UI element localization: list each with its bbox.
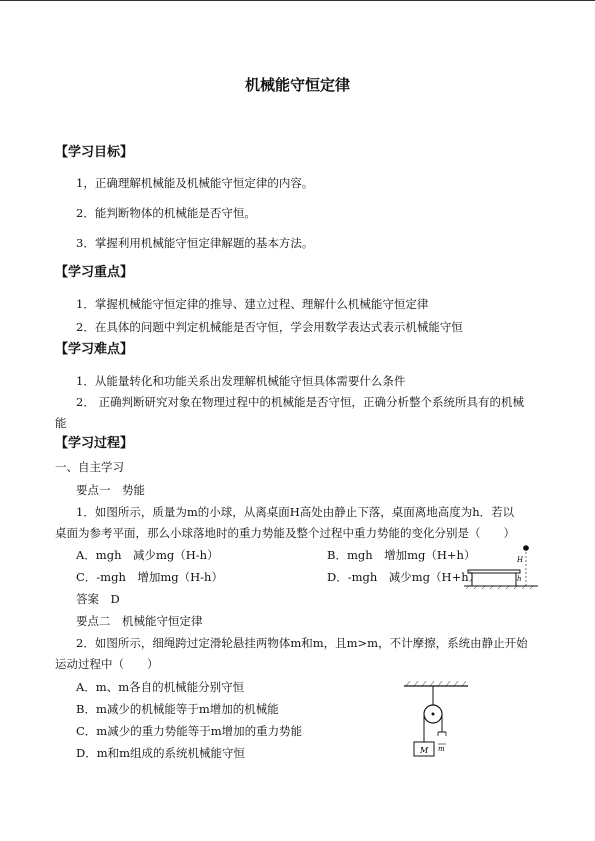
key-point-item: 1．掌握机械能守恒定律的推导、建立过程、理解什么机械能守恒定律 xyxy=(76,297,429,311)
key-points-heading: 【学习重点】 xyxy=(55,265,134,280)
question2-option-b: B．m减少的机械能等于m增加的机械能 xyxy=(76,702,279,716)
question1-option-b: B．mgh 增加mg（H+h） xyxy=(327,548,476,562)
point-two-title: 要点二 机械能守恒定律 xyxy=(76,614,203,628)
point-one-title: 要点一 势能 xyxy=(76,483,145,497)
height-label-h-lower: h xyxy=(517,575,522,583)
table-top xyxy=(468,570,520,573)
difficulty-item: 2． 正确判断研究对象在物理过程中的机械能是否守恒，正确分析整个系统所具有的机械 xyxy=(76,395,524,409)
question1-option-c: C．-mgh 增加mg（H-h） xyxy=(76,570,223,584)
key-point-item: 2．在具体的问题中判定机械能是否守恒，学会用数学表达式表示机械能守恒 xyxy=(76,320,463,334)
difficulties-heading: 【学习难点】 xyxy=(55,342,134,357)
question1-answer: 答案 D xyxy=(76,592,120,606)
question2-option-d: D．m和m组成的系统机械能守恒 xyxy=(76,746,246,760)
goal-item: 2．能判断物体的机械能是否守恒。 xyxy=(76,206,256,220)
question2-option-c: C．m减少的重力势能等于m增加的重力势能 xyxy=(76,724,303,738)
pulley-two-masses-figure xyxy=(396,678,476,768)
top-rule xyxy=(0,0,595,1)
process-heading: 【学习过程】 xyxy=(55,436,134,451)
falling-ball-table-figure xyxy=(462,540,542,590)
question1-line2: 桌面为参考平面，那么小球落地时的重力势能及整个过程中重力势能的变化分别是（ ） xyxy=(55,526,515,540)
difficulty-item: 1．从能量转化和功能关系出发理解机械能守恒具体需要什么条件 xyxy=(76,374,406,388)
page-title: 机械能守恒定律 xyxy=(244,76,350,94)
question1-option-d: D．-mgh 减少mg（H+h） xyxy=(327,570,481,584)
goals-heading: 【学习目标】 xyxy=(55,145,134,160)
question2-line1: 2．如图所示，细绳跨过定滑轮悬挂两物体m和m，且m>m，不计摩擦，系统由静止开始 xyxy=(76,636,528,650)
section-self-study: 一、自主学习 xyxy=(55,460,124,474)
goal-item: 1，正确理解机械能及机械能守恒定律的内容。 xyxy=(76,176,314,190)
difficulty-item-continued: 能 xyxy=(55,416,67,430)
goal-item: 3．掌握利用机械能守恒定律解题的基本方法。 xyxy=(76,236,314,250)
question2-line2: 运动过程中（ ） xyxy=(55,657,159,671)
question1-line1: 1．如图所示，质量为m的小球，从离桌面H高处由静止下落，桌面离地高度为h．若以 xyxy=(76,505,515,519)
mass-small-label: m xyxy=(438,745,445,753)
height-label-h-upper: H xyxy=(517,556,524,564)
question2-option-a: A．m、m各自的机械能分别守恒 xyxy=(76,680,245,694)
question1-option-a: A．mgh 减少mg（H-h） xyxy=(76,548,219,562)
mass-big-label: M xyxy=(420,746,429,755)
